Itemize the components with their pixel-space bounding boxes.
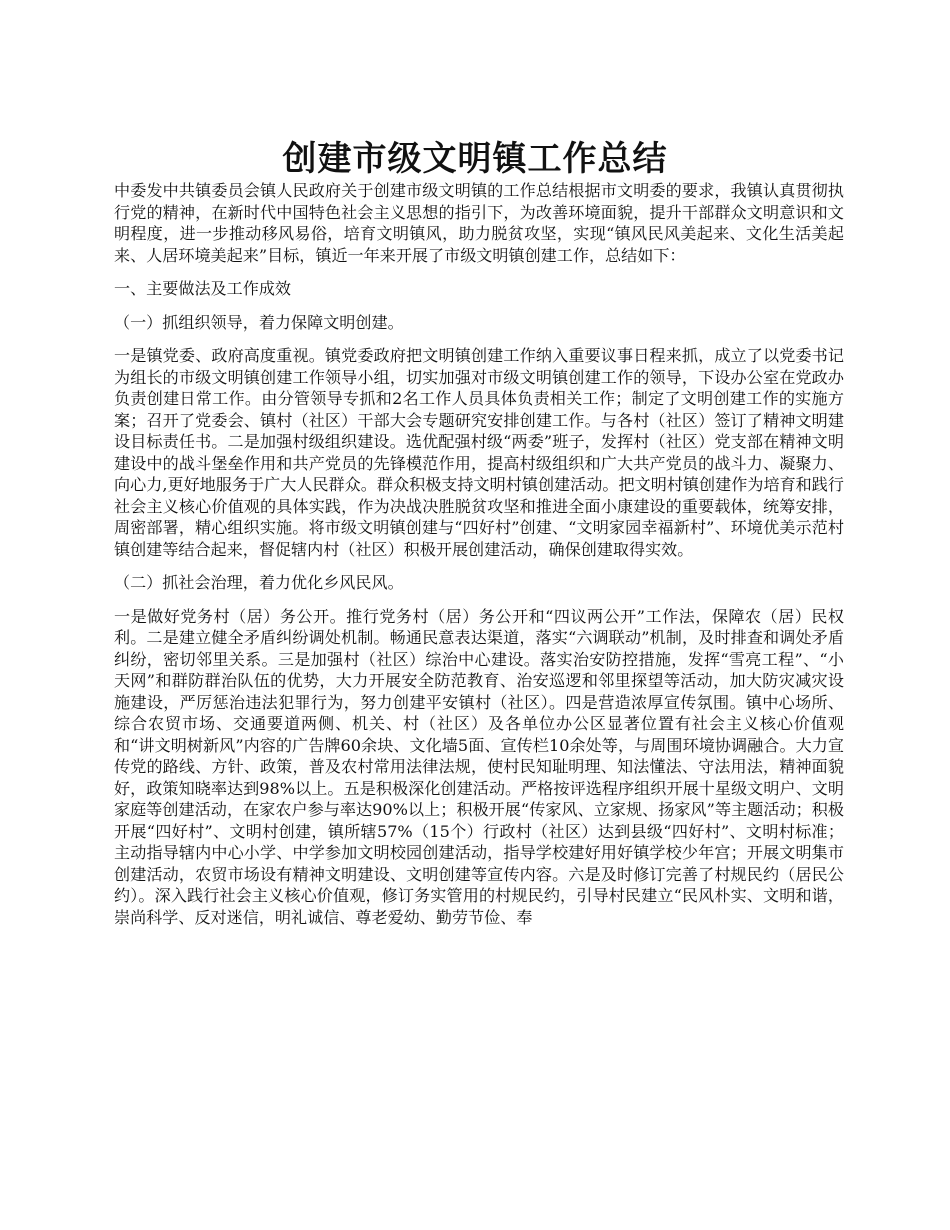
section-heading: 一、主要做法及工作成效 xyxy=(114,279,292,298)
document-body xyxy=(114,180,844,940)
document-title: 创建市级文明镇工作总结 xyxy=(282,138,668,179)
subsection-heading-1: （一）抓组织领导，着力保障文明创建。 xyxy=(114,312,404,332)
subsection-heading-2: （二）抓社会治理，着力优化乡风民风。 xyxy=(114,573,404,592)
body-paragraph-1: 一是镇党委、政府高度重视。镇党委政府把文明镇创建工作纳入重要议事日程来抓，成立了以党委书记为组长的市级文明镇创建工作领导小组，切实加强对市级文明镇创建工作的领导，下设办公室在党政办负责创建日常工作。由分管领导专抓和2名工作人员具体负责相关工作；制定了文明创建工作的实施方案；召开了党委会、镇村（社区）干部大会专题研究安排创建工作。与各村（社区）签订了精神文明建设目标责任书。二是加强村级组织建设。选优配强村级“两委”班子，发挥村（社区）党支部在精神文明建设中的战斗堡垒作用和共产党员的先锋模范作用，提高村级组织和广大共产党员的战斗力、凝聚力、向心力,更好地服务于广大人民群众。群众积极支持文明村镇创建活动。把文明村镇创建作为培育和践行社会主义核心价值观的具体实践，作为决战决胜脱贫攻坚和推进全面小康建设的重要载体，统筹安排，周密部署，精心组织实施。将市级文明镇创建与“四好村”创建、“文明家园幸福新村”、环境优美示范村镇创建等结合起来，督促辖内村（社区）积极开展创建活动，确保创建取得实效。 xyxy=(114,346,844,559)
body-paragraph-2: 一是做好党务村（居）务公开。推行党务村（居）务公开和“四议两公开”工作法，保障农（居）民权利。二是建立健全矛盾纠纷调处机制。畅通民意表达渠道，落实“六调联动”机制，及时排查和调处矛盾纠纷，密切邻里关系。三是加强村（社区）综治中心建设。落实治安防控措施，发挥“雪亮工程”、“小天网”和群防群治队伍的优势，大力开展安全防范教育、治安巡逻和邻里探望等活动，加大防灾减灾设施建设，严厉惩治违法犯罪行为，努力创建平安镇村（社区）。四是营造浓厚宣传氛围。镇中心场所、综合农贸市场、交通要道两侧、机关、村（社区）及各单位办公区显著位置有社会主义核心价值观和“讲文明树新风”内容的广告牌60余块、文化墙5面、宣传栏10余处等，与周围环境协调融合。大力宣传党的路线、方针、政策，普及农村常用法律法规，使村民知耻明理、知法懂法、守法用法，精神面貌好，政策知晓率达到98%以上。五是积极深化创建活动。严格按评选程序组织开展十星级文明户、文明家庭等创建活动，在家农户参与率达90%以上；积极开展“传家风、立家规、扬家风”等主题活动；积极开展“四好村”、文明村创建，镇所辖57%（15个）行政村（社区）达到县级“四好村”、文明村标准；主动指导辖内中心小学、中学参加文明校园创建活动，指导学校建好用好镇学校少年宫；开展文明集市创建活动，农贸市场设有精神文明建设、文明创建等宣传内容。六是及时修订完善了村规民约（居民公约）。深入践行社会主义核心价值观，修订务实管用的村规民约，引导村民建立“民风朴实、文明和谐，崇尚科学、反对迷信，明礼诚信、尊老爱幼、勤劳节俭、奉 xyxy=(114,606,844,927)
intro-paragraph: 中委发中共镇委员会镇人民政府关于创建市级文明镇的工作总结根据市文明委的要求，我镇认真贯彻执行党的精神，在新时代中国特色社会主义思想的指引下，为改善环境面貌，提升干部群众文明意识和文明程度，进一步推动移风易俗，培育文明镇风，助力脱贫攻坚，实现“镇风民风美起来、文化生活美起来、人居环境美起来”目标，镇近一年来开展了市级文明镇创建工作，总结如下： xyxy=(114,181,844,265)
